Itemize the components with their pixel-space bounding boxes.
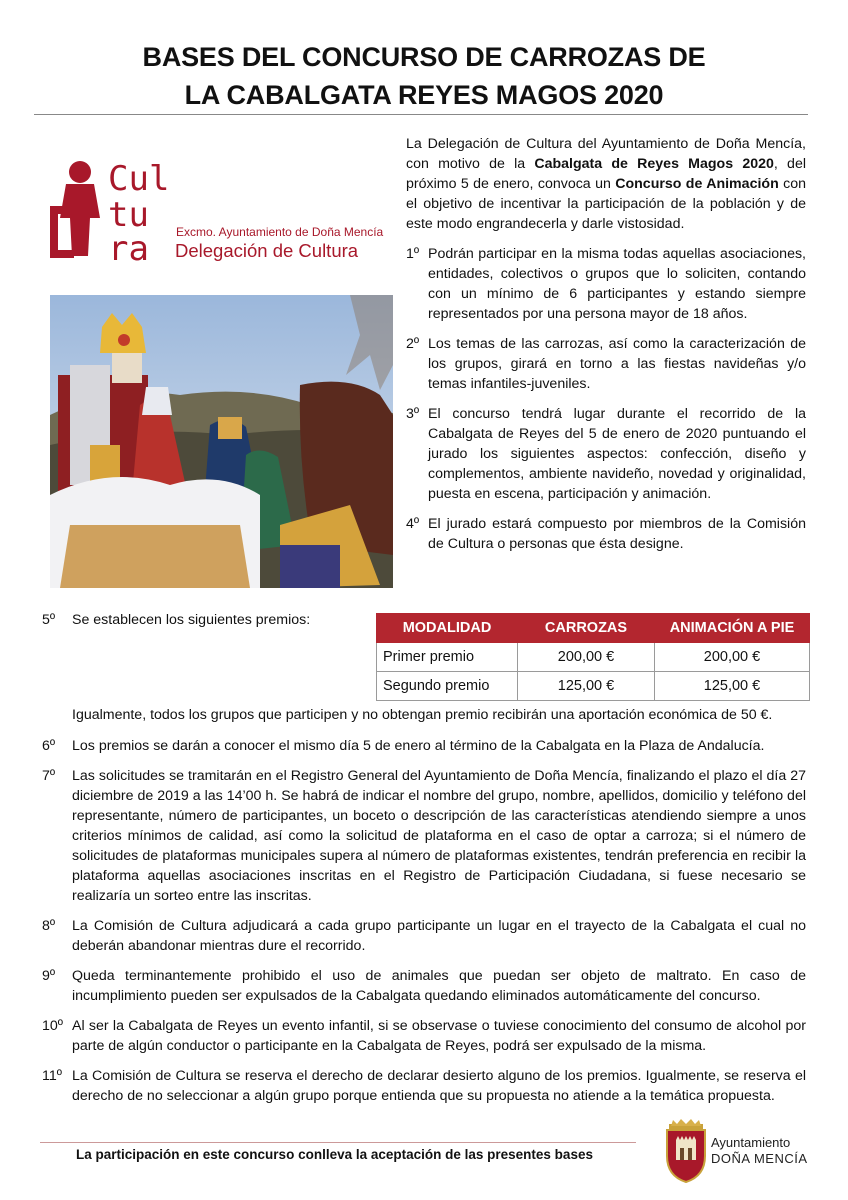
rule-number: 6º — [42, 738, 56, 754]
coat-of-arms-icon — [663, 1118, 709, 1184]
rule-text: Los premios se darán a conocer el mismo día 5 de enero al término de la Cabalgata en la Plaza de Andalucía. — [72, 738, 765, 754]
rule-text: Los temas de las carrozas, así como la caracterización de los grupos, girará en torno a las fiestas navideñas y/o temas infantiles-juveniles. — [428, 336, 806, 392]
table-row — [377, 672, 810, 701]
logo-word-part-1: Cul — [108, 159, 170, 199]
intro-paragraph — [406, 134, 806, 234]
rule-text: Las solicitudes se tramitarán en el Registro General del Ayuntamiento de Doña Mencía, finalizando el plazo el día 27 diciembre de 2019 a las 14’00 h. Se habrá de indicar el nombre del grupo, nombre, apellidos, domicilio y teléfono del representante, número de participantes, un boceto o descripción de las características atendiendo siempre a unos criterios mínimos de calidad, así como la solicitud de plataforma en el caso de optar a carroza; si el número de solicitudes de plataformas municipales supera al número de plataformas existentes, tendrán preferencia en recibir la plataforma aquellas asociaciones inscritas en el Registro de Participación Ciudadana, si fuese necesario se realizaría un sorteo entre las inscritas. — [72, 768, 806, 904]
rule-item — [406, 404, 806, 504]
title-line-2: LA CABALGATA REYES MAGOS 2020 — [184, 80, 664, 110]
logo-figure-head — [69, 161, 91, 183]
rule-number: 7º — [42, 768, 56, 784]
intro-and-rules — [406, 134, 806, 554]
rule-number: 1º — [406, 246, 420, 262]
logo-word-part-2: tu — [108, 195, 149, 235]
parade-float-photo — [50, 295, 393, 588]
logo-figure-body — [60, 184, 100, 256]
logo-subtitle: Excmo. Ayuntamiento de Doña Mencía — [176, 225, 384, 239]
column-header-modality: MODALIDAD — [377, 614, 518, 643]
table-cell: Primer premio — [377, 643, 518, 672]
rule-number: 4º — [406, 516, 420, 532]
logo-line-2: DOÑA MENCÍA — [711, 1151, 808, 1166]
logo-department: Delegación de Cultura — [175, 240, 359, 261]
rule-number: 2º — [406, 336, 420, 352]
rule-text: Queda terminantemente prohibido el uso de animales que puedan ser objeto de maltrato. En caso de incumplimiento pueden ser expulsados de la Cabalgata quedando eliminados automáticamente del concurso. — [72, 968, 806, 1004]
rule-number: 9º — [42, 968, 56, 984]
rule-number: 11º — [42, 1068, 62, 1084]
rule-text: La Comisión de Cultura adjudicará a cada grupo participante un lugar en el trayecto de la Cabalgata el cual no deberán abandonar mientras dure el recorrido. — [72, 918, 806, 954]
table-cell: Segundo premio — [377, 672, 518, 701]
rule-item — [406, 334, 806, 394]
rule-number: 3º — [406, 406, 420, 422]
rule-item — [42, 1066, 806, 1106]
footer-note: La participación en este concurso conlleva la aceptación de las presentes bases — [76, 1147, 593, 1162]
rules-lower — [42, 705, 806, 1106]
table-cell: 200,00 € — [518, 643, 655, 672]
rule-item — [42, 736, 806, 756]
rule-text: Al ser la Cabalgata de Reyes un evento infantil, si se observase o tuviese conocimiento del consumo de alcohol por parte de algún conductor o participante en la Cabalgata de Reyes, podrá ser expulsado de la misma. — [72, 1018, 806, 1054]
logo-word-part-3: ra — [108, 229, 149, 269]
rule-number: 10º — [42, 1018, 63, 1034]
intro-text-3: con el objetivo de incentivar la participación de la población y de este modo engrandecerla y darle vistosidad. — [406, 176, 806, 232]
column-header-floats: CARROZAS — [518, 614, 655, 643]
table-header-row — [377, 614, 810, 643]
intro-text-1: La Delegación de Cultura del Ayuntamiento de Doña Mencía, con motivo de la — [406, 136, 806, 172]
rule-item — [42, 766, 806, 906]
logo-line-1: Ayuntamiento — [711, 1135, 791, 1150]
column-header-walking: ANIMACIÓN A PIE — [655, 614, 810, 643]
rule-item — [42, 966, 806, 1006]
intro-bold-event: Cabalgata de Reyes Magos 2020 — [534, 156, 774, 172]
rule-number: 5º — [42, 612, 56, 628]
rule-item — [406, 244, 806, 324]
table-cell: 125,00 € — [655, 672, 810, 701]
town-hall-logo — [663, 1118, 813, 1184]
rule-text: El jurado estará compuesto por miembros de la Comisión de Cultura o personas que ésta designe. — [428, 516, 806, 552]
title-divider — [34, 114, 808, 115]
footer-divider — [40, 1142, 636, 1143]
table-cell: 200,00 € — [655, 643, 810, 672]
rule-5-note — [42, 705, 806, 725]
table-row — [377, 643, 810, 672]
rule-text: El concurso tendrá lugar durante el recorrido de la Cabalgata de Reyes del 5 de enero de 2020 puntuando el jurado los siguientes aspectos: confección, diseño y complementos, ambiente navideño, novedad y originalidad, puesta en escena, participación y animación. — [428, 406, 806, 502]
rule-text: La Comisión de Cultura se reserva el derecho de declarar desierto alguno de los premios. Igualmente, se reserva el derecho de no seleccionar a algún grupo porque entienda que su propuesta no atiende a la temática propuesta. — [72, 1068, 806, 1104]
rule-item — [406, 514, 806, 554]
page-title — [40, 38, 808, 114]
intro-bold-contest: Concurso de Animación — [615, 176, 779, 192]
intro-text-2: , del próximo 5 de enero, convoca un — [406, 156, 806, 192]
rule-item — [42, 1016, 806, 1056]
rule-text: Se establecen los siguientes premios: — [72, 612, 311, 628]
table-cell: 125,00 € — [518, 672, 655, 701]
rule-item — [42, 916, 806, 956]
rule-number: 8º — [42, 918, 56, 934]
rule-5-note-text: Igualmente, todos los grupos que participen y no obtengan premio recibirán una aportación económica de 50 €. — [72, 707, 773, 723]
rule-text: Podrán participar en la misma todas aquellas asociaciones, entidades, colectivos o grupos que lo soliciten, contando con un mínimo de 6 participantes y estando siempre representados por una persona mayor de 18 años. — [428, 246, 806, 322]
prizes-table — [376, 613, 810, 701]
title-line-1: BASES DEL CONCURSO DE CARROZAS DE — [142, 42, 706, 72]
cultura-logo — [44, 156, 394, 271]
